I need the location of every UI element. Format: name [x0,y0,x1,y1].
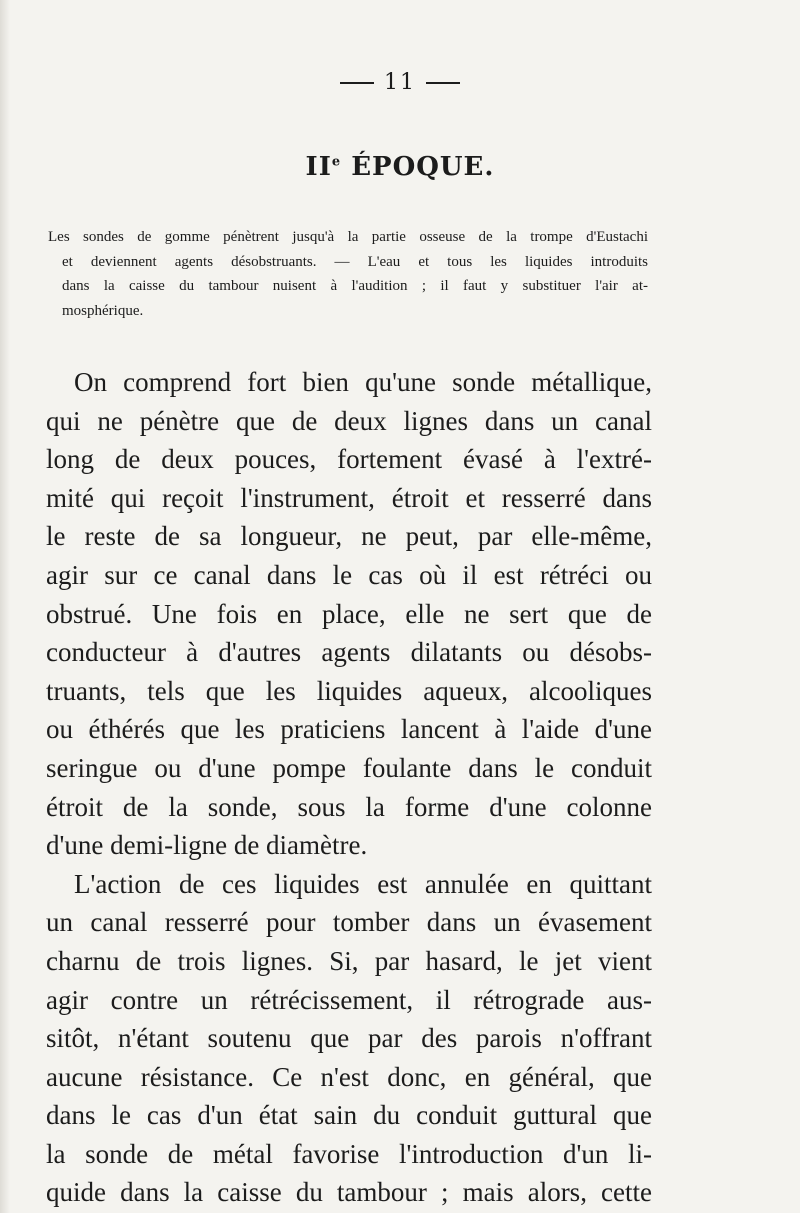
heading-superscript: e [331,154,342,170]
text-line: sitôt, n'étant soutenu que par des parois n'offrant [46,1023,652,1054]
paragraph-1 [46,363,652,865]
summary-line: Les sondes de gomme pénètrent jusqu'à la partie osseuse de la trompe d'Eustachi [48,229,648,245]
section-heading [0,152,800,182]
text-line: long de deux pouces, fortement évasé à l'extré- [46,444,652,475]
text-line: la sonde de métal favorise l'introduction d'un li- [46,1138,652,1169]
text-line: truants, tels que les liquides aqueux, alcooliques [46,675,652,706]
text-line: agir sur ce canal dans le cas où il est rétréci ou [46,559,652,590]
text-line: conducteur à d'autres agents dilatants ou désobs- [46,637,652,668]
text-line: qui ne pénètre que de deux lignes dans un canal [46,405,652,436]
left-dash [340,82,374,84]
paragraph-2 [46,865,652,1212]
text-line: obstrué. Une fois en place, elle ne sert que de [46,598,652,629]
right-dash [426,82,460,84]
text-line: mité qui reçoit l'instrument, étroit et resserré dans [46,482,652,513]
heading-word: ÉPOQUE. [351,152,495,182]
summary-line: et deviennent agents désobstruants. — L'eau et tous les liquides introduits [62,253,648,270]
text-line: L'action de ces liquides est annulée en quittant [74,868,652,899]
text-line: d'une demi-ligne de diamètre. [46,830,368,861]
text-line: le reste de sa longueur, ne peut, par elle-même, [46,521,652,552]
text-line: étroit de la sonde, sous la forme d'une colonne [46,791,652,822]
text-line: quide dans la caisse du tambour ; mais alors, cette [46,1177,652,1208]
text-line: ou éthérés que les praticiens lancent à l'aide d'une [46,714,652,745]
text-line: seringue ou d'une pompe foulante dans le conduit [46,752,652,783]
text-line: On comprend fort bien qu'une sonde métallique, [74,367,652,397]
heading-roman: II [305,152,332,182]
text-line: un canal resserré pour tomber dans un évasement [46,907,652,938]
summary-line: mosphérique. [62,302,144,319]
text-line: dans le cas d'un état sain du conduit guttural que [46,1100,652,1131]
body-text [46,363,652,1212]
text-line: aucune résistance. Ce n'est donc, en général, que [46,1061,652,1092]
section-summary [48,225,648,323]
text-line: charnu de trois lignes. Si, par hasard, le jet vient [46,945,652,976]
summary-line: dans la caisse du tambour nuisent à l'audition ; il faut y substituer l'air at- [62,278,648,294]
text-line: agir contre un rétrécissement, il rétrograde aus- [46,984,652,1015]
page-number [0,70,800,95]
page-number-text: 11 [384,70,416,95]
